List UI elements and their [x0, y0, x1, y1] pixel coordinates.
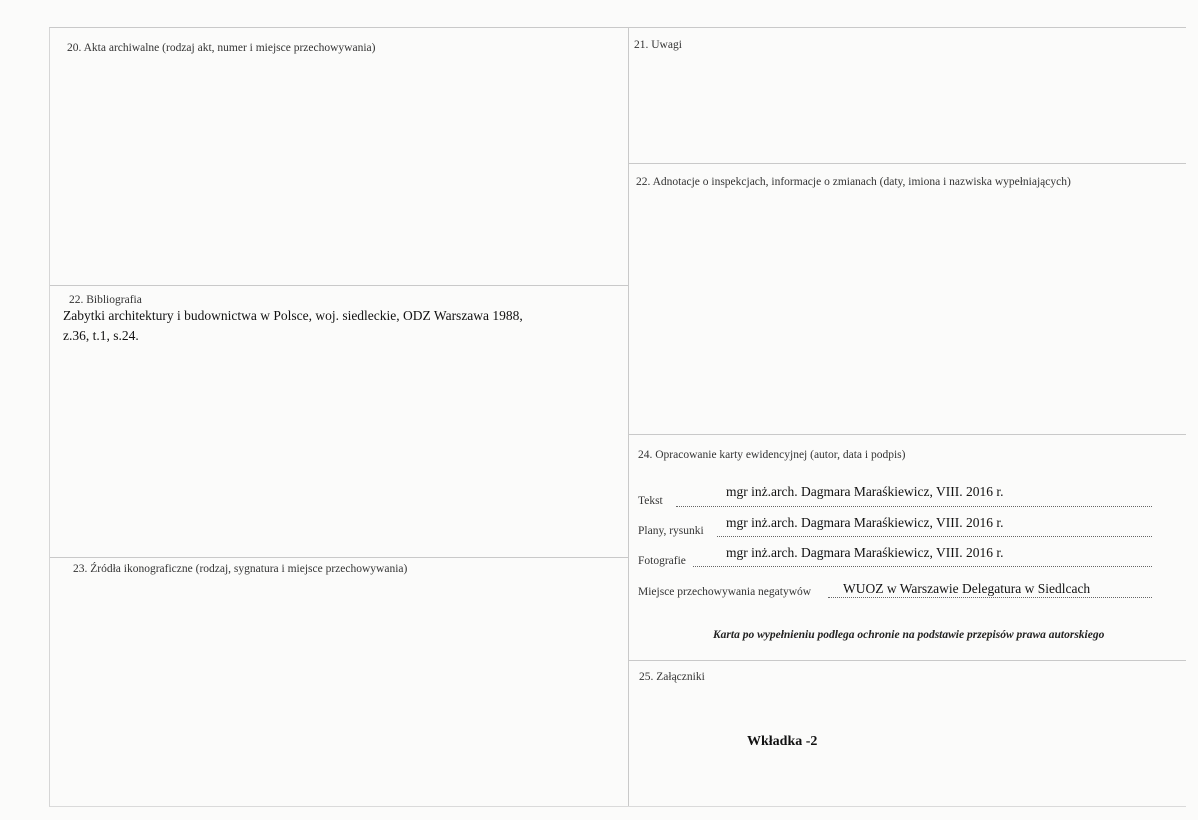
plany-value: mgr inż.arch. Dagmara Maraśkiewicz, VIII. 2016 r. [726, 515, 1004, 530]
divider-24-25 [628, 660, 1186, 661]
plany-dotted-line [717, 536, 1152, 537]
tekst-label: Tekst [638, 495, 663, 507]
foto-value: mgr inż.arch. Dagmara Maraśkiewicz, VIII. 2016 r. [726, 545, 1004, 560]
section-22-annotations-label: 22. Adnotacje o inspekcjach, informacje o zmianach (daty, imiona i nazwiska wypełniających) [636, 176, 1071, 188]
section-23-label: 23. Źródła ikonograficzne (rodzaj, sygnatura i miejsce przechowywania) [73, 563, 408, 575]
negatywy-value: WUOZ w Warszawie Delegatura w Siedlcach [843, 581, 1091, 596]
divider-20-22 [50, 285, 628, 286]
section-20-label: 20. Akta archiwalne (rodzaj akt, numer i miejsce przechowywania) [67, 42, 376, 54]
tekst-value: mgr inż.arch. Dagmara Maraśkiewicz, VIII. 2016 r. [726, 484, 1004, 499]
bibliography-line-1: Zabytki architektury i budownictwa w Polsce, woj. siedleckie, ODZ Warszawa 1988, [63, 308, 523, 323]
plany-label: Plany, rysunki [638, 525, 704, 537]
foto-dotted-line [693, 566, 1152, 567]
section-25-label: 25. Załączniki [639, 671, 705, 683]
tekst-dotted-line [676, 506, 1152, 507]
negatywy-label: Miejsce przechowywania negatywów [638, 586, 812, 598]
negatywy-dotted-line [828, 597, 1152, 598]
bibliography-text [63, 306, 603, 346]
section-24-label: 24. Opracowanie karty ewidencyjnej (autor, data i podpis) [638, 449, 906, 461]
divider-22-23 [50, 557, 628, 558]
divider-22-24 [628, 434, 1186, 435]
record-card-form [49, 27, 1186, 807]
foto-label: Fotografie [638, 555, 686, 567]
divider-21-22 [628, 163, 1186, 164]
column-divider [628, 28, 629, 806]
copyright-notice: Karta po wypełnieniu podlega ochronie na podstawie przepisów prawa autorskiego [713, 629, 1105, 641]
attachment-value: Wkładka -2 [747, 734, 818, 749]
bibliography-line-2: z.36, t.1, s.24. [63, 328, 139, 343]
section-22-bibliography-label: 22. Bibliografia [69, 294, 142, 306]
section-21-label: 21. Uwagi [634, 39, 682, 51]
